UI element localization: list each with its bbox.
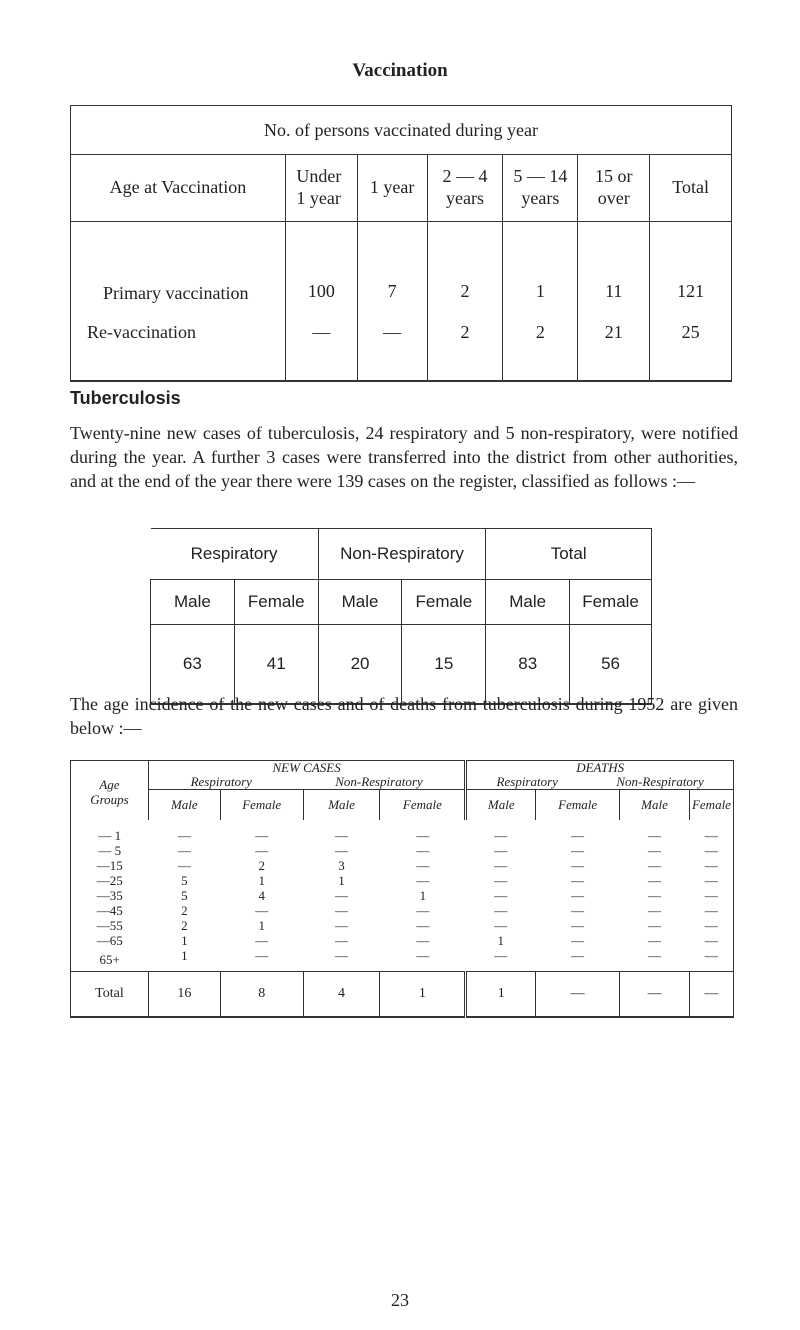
age-value-cell: — [648,843,661,858]
age-value-cell: — [255,948,269,963]
age-value-cell: — [416,903,430,918]
age-table-row [71,933,734,948]
age-value-cell: 2 [181,918,188,933]
vacc-header-1year: 1 year [357,155,427,222]
vacc-header-2-4 [427,155,503,222]
age-group-cell: —55 [96,918,123,933]
age-value-cell: — [704,873,718,888]
tuberculosis-paragraph: Twenty-nine new cases of tuberculosis, 24 respiratory and 5 non-respiratory, were notified during the year. A further 3 cases were transferred into the district from other authorities, and at the end of the year there were 139 cases on the register, classified as follows :— [70,423,738,491]
age-value-cell: — [416,948,430,963]
age-table-row [71,820,734,843]
age-value-cell: — [494,873,508,888]
age-group-cell: —45 [96,903,123,918]
age-value-cell: 1 [258,873,265,888]
age-total-cell: 16 [148,972,220,1018]
age-value-cell: — [648,858,661,873]
vacc-header-under1 [285,155,357,222]
nc-nonrespiratory-label: Non-Respiratory [335,774,423,789]
age-value-cell: — [704,858,718,873]
age-value-cell: 5 [181,888,188,903]
age-group-cell: —35 [96,888,123,903]
age-value-cell: — [177,843,191,858]
age-value-cell: — [494,918,508,933]
page-number: 23 [391,1290,409,1310]
age-value-cell: — [255,933,269,948]
vacc-header-5-14-text: 5 — 14 years [513,166,568,208]
reg-subheader: Male [318,580,402,625]
age-incidence-paragraph: The age incidence of the new cases and of deaths from tuberculosis during 1952 are given below :— [70,694,738,738]
age-value-cell: — [416,843,430,858]
age-table-row [71,948,734,972]
age-value-cell: — [335,918,349,933]
vacc-cell: 100 [285,222,357,309]
age-value-cell: — [335,948,349,963]
vaccination-table [70,105,732,382]
age-value-cell: — [571,933,585,948]
deaths-label: DEATHS [576,760,625,775]
age-value-cell: — [494,903,508,918]
age-value-cell: — [335,888,349,903]
age-incidence-table [70,760,734,1018]
age-sub-male: Male [148,790,220,821]
age-value-cell: — [177,858,191,873]
age-table-row [71,873,734,888]
age-value-cell: 1 [338,873,345,888]
age-total-label: Total [71,972,149,1018]
age-value-cell: — [494,948,508,963]
vacc-cell: — [285,308,357,381]
age-total-cell: — [620,972,690,1018]
age-value-cell: 3 [338,858,345,873]
vacc-header-total: Total [650,155,732,222]
age-group-cell: — 5 [98,843,122,858]
age-value-cell: — [494,888,508,903]
age-group-cell: — 1 [98,828,122,843]
vacc-cell: 25 [650,308,732,381]
age-value-cell: 5 [181,873,188,888]
reg-value: 83 [486,625,570,705]
reg-group-respiratory: Respiratory [151,529,319,580]
age-total-cell: — [689,972,733,1018]
age-total-cell: 1 [466,972,536,1018]
vacc-cell: 2 [427,222,503,309]
age-value-cell: — [335,933,349,948]
age-value-cell: 4 [258,888,265,903]
vacc-header-15-over-text: 15 or over [595,166,633,208]
age-table-row [71,888,734,903]
age-value-cell: — [648,948,661,963]
age-value-cell: — [416,858,430,873]
vacc-cell: 21 [578,308,650,381]
vacc-header-5-14 [503,155,578,222]
age-total-cell: 1 [380,972,466,1018]
reg-group-total: Total [486,529,652,580]
reg-subheader: Male [486,580,570,625]
age-sub-male: Male [466,790,536,821]
age-value-cell: — [335,828,349,843]
age-value-cell: — [571,903,585,918]
d-respiratory-label: Respiratory [496,774,558,789]
reg-subheader: Female [234,580,318,625]
age-value-cell: — [704,948,718,963]
age-value-cell: — [416,918,430,933]
age-value-cell: — [571,948,585,963]
age-value-cell: — [648,873,661,888]
age-group-cell: 65+ [99,952,120,967]
age-sub-female: Female [536,790,620,821]
age-value-cell: — [335,903,349,918]
age-value-cell: — [571,843,585,858]
age-value-cell: — [704,843,718,858]
age-value-cell: 1 [258,918,265,933]
age-table-row [71,903,734,918]
age-value-cell: — [571,888,585,903]
reg-group-nonrespiratory: Non-Respiratory [318,529,486,580]
age-value-cell: — [648,828,661,843]
vacc-header-2-4-text: 2 — 4 years [442,166,488,208]
age-value-cell: — [494,828,508,843]
vacc-header-under1-text: Under 1 year [296,166,342,208]
vacc-cell: 7 [357,222,427,309]
age-value-cell: 1 [497,933,505,948]
age-value-cell: — [648,933,661,948]
age-sub-male: Male [620,790,690,821]
reg-subheader: Female [402,580,486,625]
age-value-cell: — [255,828,269,843]
age-value-cell: — [704,888,718,903]
age-value-cell: — [416,873,430,888]
age-total-cell: 4 [303,972,380,1018]
age-group-cell: —15 [96,858,123,873]
reg-value: 15 [402,625,486,705]
age-total-cell: 8 [220,972,303,1018]
age-value-cell: — [648,888,661,903]
age-sub-female: Female [689,790,733,821]
deaths-header [466,761,734,790]
age-table-row [71,843,734,858]
vaccination-caption: No. of persons vaccinated during year [71,106,732,155]
tb-register-table [150,528,652,705]
age-value-cell: — [494,843,508,858]
age-value-cell: 1 [419,888,427,903]
page-title: Vaccination [352,60,448,81]
new-cases-label: NEW CASES [272,760,341,775]
age-value-cell: — [571,873,585,888]
reg-value: 41 [234,625,318,705]
age-value-cell: 1 [181,933,188,948]
age-value-cell: — [177,828,191,843]
vacc-cell: 1 [503,222,578,309]
new-cases-header [148,761,465,790]
age-total-cell: — [536,972,620,1018]
vacc-cell: 2 [427,308,503,381]
age-value-cell: — [416,828,430,843]
vacc-cell: 11 [578,222,650,309]
age-groups-label: Age Groups [90,777,129,807]
vacc-cell: 2 [503,308,578,381]
age-value-cell: 2 [181,903,188,918]
reg-value: 20 [318,625,402,705]
age-value-cell: — [255,903,269,918]
age-value-cell: — [494,858,508,873]
reg-value: 56 [570,625,652,705]
age-value-cell: — [704,828,718,843]
age-value-cell: — [704,933,718,948]
age-group-cell: —25 [96,873,123,888]
tuberculosis-heading: Tuberculosis [70,388,181,408]
age-value-cell: — [571,858,585,873]
age-sub-female: Female [380,790,466,821]
reg-subheader: Male [151,580,235,625]
age-sub-male: Male [303,790,380,821]
age-value-cell: — [704,918,718,933]
vacc-cell: 121 [650,222,732,309]
vacc-row-label [71,222,286,309]
vacc-header-15-over [578,155,650,222]
age-value-cell: — [571,828,585,843]
reg-subheader: Female [570,580,652,625]
nc-respiratory-label: Respiratory [190,774,252,789]
age-table-row [71,858,734,873]
age-value-cell: — [648,918,661,933]
age-value-cell: — [571,918,585,933]
age-groups-header [71,761,149,821]
age-table-row [71,918,734,933]
vacc-cell: — [357,308,427,381]
age-value-cell: — [648,903,661,918]
age-sub-female: Female [220,790,303,821]
age-value-cell: — [704,903,718,918]
vacc-header-age: Age at Vaccination [71,155,286,222]
reg-value: 63 [151,625,235,705]
age-value-cell: — [416,933,430,948]
age-value-cell: 2 [258,858,265,873]
age-value-cell: — [255,843,269,858]
age-value-cell: — [335,843,349,858]
age-value-cell: 1 [181,948,188,963]
age-group-cell: —65 [96,933,123,948]
primary-label: Primary vaccination [103,283,249,303]
revacc-label: Re-vaccination [87,322,196,342]
d-nonrespiratory-label: Non-Respiratory [616,774,704,789]
